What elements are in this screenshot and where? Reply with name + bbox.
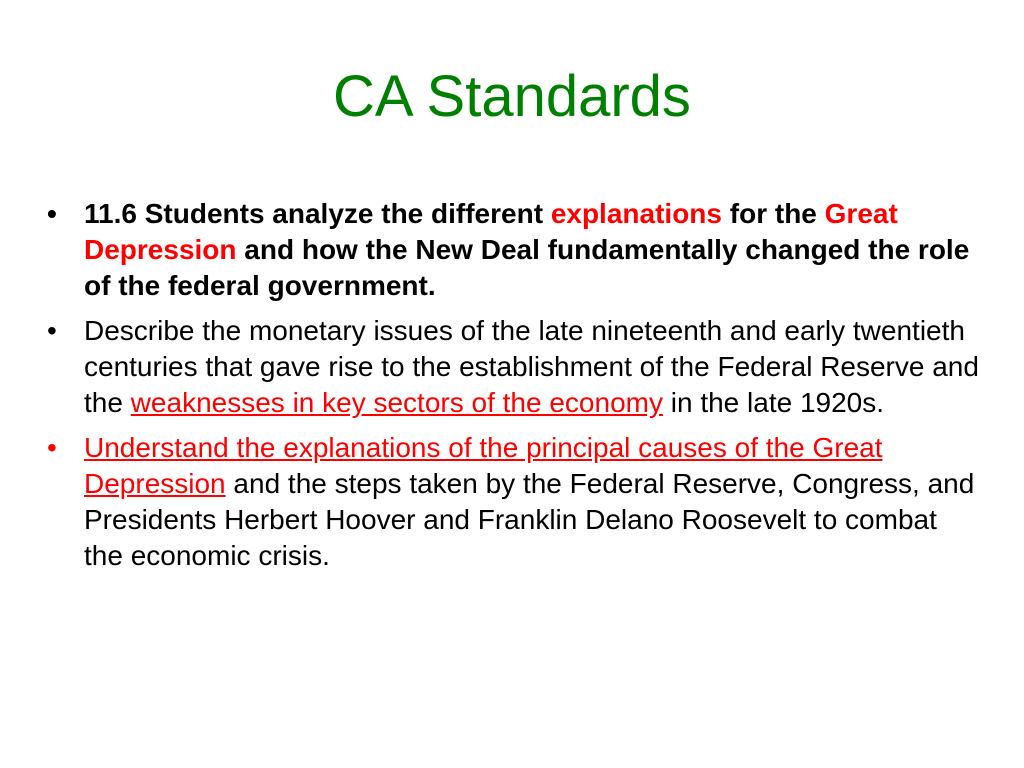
bullet-dot: • [47, 432, 57, 463]
bullet-text: and the steps taken by the Federal Reserve, Congress, and Presidents Herbert Hoover and Franklin Delano Roosevelt to combat the economic crisis. [84, 468, 975, 571]
bullet-text: Describe the monetary issues of the late nineteenth and early twentieth centuries that gave rise to the establishment of the Federal Reserve and the [84, 315, 979, 418]
bullet-text: in the late 1920s. [662, 387, 885, 418]
slide-title: CA Standards [333, 64, 691, 129]
bullet-list [47, 196, 982, 583]
link-weaknesses-in-key-sectors[interactable]: weaknesses in key sectors of the economy [130, 387, 663, 418]
highlight-explanations: explanations [550, 198, 722, 229]
bullet-item-principal-causes [47, 430, 982, 574]
bullet-dot: • [47, 315, 57, 346]
bullet-text: and how the New Deal fundamentally changed the role of the federal government. [84, 234, 970, 301]
bullet-text: for the [721, 198, 825, 229]
highlight-great-depression: Great Depression [84, 198, 898, 265]
bullet-item-monetary-issues [47, 313, 982, 421]
bullet-dot: • [47, 198, 57, 229]
bullet-text: 11.6 Students analyze the different [84, 198, 551, 229]
bullet-item-standard [47, 196, 982, 304]
link-principal-causes[interactable]: Understand the explanations of the principal causes of the Great Depression [84, 432, 883, 499]
